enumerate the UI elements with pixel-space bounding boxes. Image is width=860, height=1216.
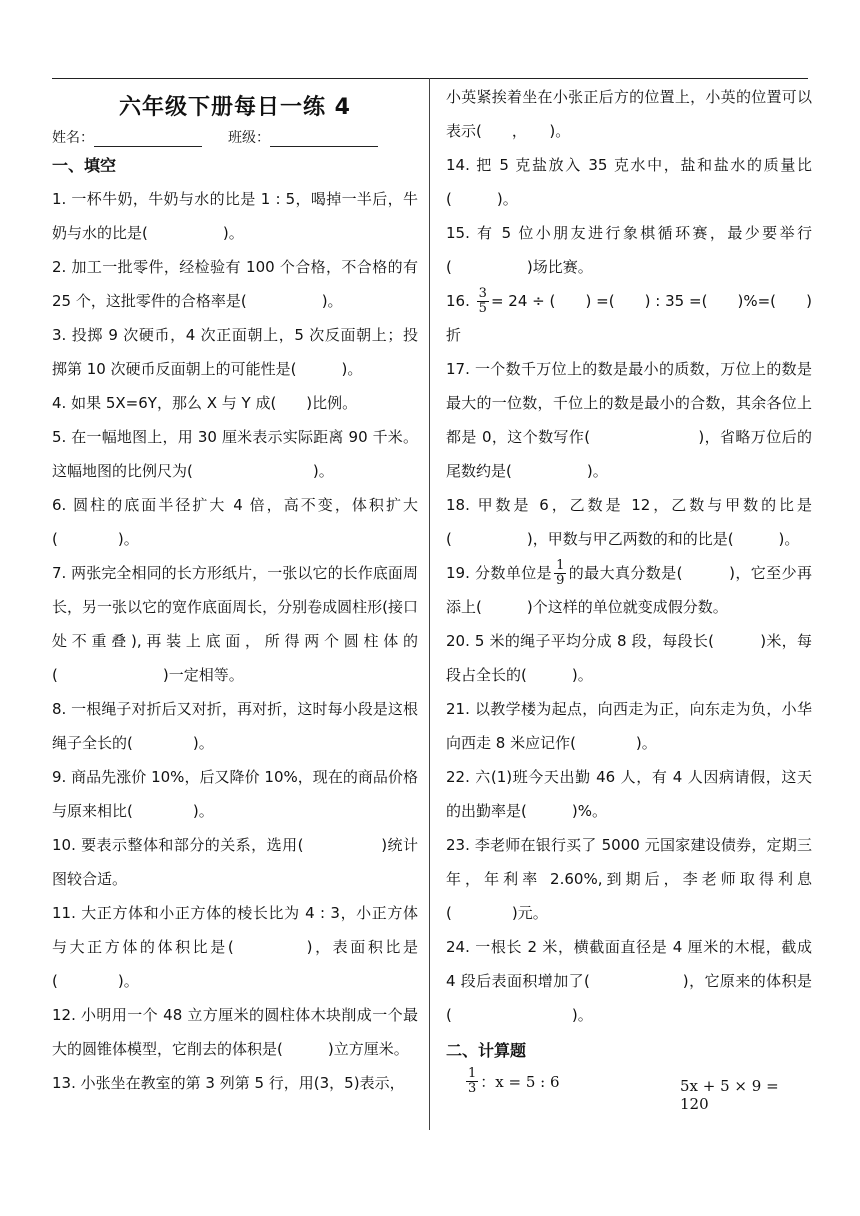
q16-frac-num: 3: [478, 286, 487, 301]
q19-frac-num: 1: [556, 558, 565, 573]
section-calculation: 二、计算题: [446, 1041, 527, 1060]
q16-fraction: [477, 287, 489, 316]
left-column: [52, 82, 418, 1100]
q19-rest: 的最大真分数是( )，它至少再添上( )个这样的单位就变成假分数。: [446, 564, 812, 616]
question-16: [446, 284, 812, 352]
question-1: 1. 一杯牛奶，牛奶与水的比是 1 : 5，喝掉一半后，牛奶与水的比是( )。: [52, 190, 418, 242]
calc-equation-1-rest: ：x = 5 : 6: [480, 1073, 560, 1091]
question-13-cont: 小英紧挨着坐在小张正后方的位置上，小英的位置可以表示( ， )。: [446, 88, 812, 140]
name-label: 姓名：: [52, 130, 94, 146]
question-17: 17. 一个数千万位上的数是最小的质数，万位上的数是最大的一位数，千位上的数是最小的合数，其余各位上都是 0，这个数写作( )，省略万位后的尾数约是( )。: [446, 360, 812, 480]
question-22: 22. 六(1)班今天出勤 46 人，有 4 人因病请假，这天的出勤率是( )%。: [446, 768, 812, 820]
class-label: 班级：: [228, 130, 270, 146]
right-column: [446, 80, 812, 1113]
question-18: 18. 甲数是 6，乙数是 12，乙数与甲数的比是( )，甲数与甲乙两数的和的比是( )。: [446, 496, 812, 548]
page-title: 六年级下册每日一练 4: [119, 95, 351, 120]
calc-frac-num: 1: [468, 1066, 477, 1081]
q16-frac-den: 5: [478, 301, 487, 316]
question-20: 20. 5 米的绳子平均分成 8 段，每段长( )米，每段占全长的( )。: [446, 632, 812, 684]
question-4: 4. 如果 5X=6Y，那么 X 与 Y 成( )比例。: [52, 394, 358, 412]
question-2: 2. 加工一批零件，经检验有 100 个合格，不合格的有 25 个，这批零件的合格率是( )。: [52, 258, 418, 310]
question-24: 24. 一根长 2 米，横截面直径是 4 厘米的木棍，截成 4 段后表面积增加了( )，它原来的体积是( )。: [446, 938, 812, 1024]
question-8: 8. 一根绳子对折后又对折，再对折，这时每小段是这根绳子全长的( )。: [52, 700, 418, 752]
question-6: 6. 圆柱的底面半径扩大 4 倍，高不变，体积扩大( )。: [52, 496, 418, 548]
question-10: 10. 要表示整体和部分的关系，选用( )统计图较合适。: [52, 836, 418, 888]
q19-prefix: 19. 分数单位是: [446, 564, 553, 582]
calc-row: [446, 1066, 812, 1113]
class-blank[interactable]: [270, 132, 378, 147]
top-rule: [52, 78, 808, 79]
question-9: 9. 商品先涨价 10%，后又降价 10%，现在的商品价格与原来相比( )。: [52, 768, 418, 820]
calc-fraction: [466, 1067, 478, 1096]
calc-frac-den: 3: [468, 1081, 477, 1096]
section-fill-blank: 一、填空: [52, 156, 117, 175]
question-14: 14. 把 5 克盐放入 35 克水中，盐和盐水的质量比( )。: [446, 156, 812, 208]
question-12: 12. 小明用一个 48 立方厘米的圆柱体木块削成一个最大的圆锥体模型，它削去的体积是( )立方厘米。: [52, 1006, 418, 1058]
name-class-line: [52, 127, 418, 147]
q19-frac-den: 9: [556, 573, 565, 588]
question-21: 21. 以教学楼为起点，向西走为正，向东走为负，小华向西走 8 米应记作( )。: [446, 700, 812, 752]
name-blank[interactable]: [94, 132, 202, 147]
question-11: 11. 大正方体和小正方体的棱长比为 4 : 3，小正方体与大正方体的体积比是( )，表面积比是( )。: [52, 904, 418, 990]
question-13: 13. 小张坐在教室的第 3 列第 5 行，用(3，5)表示，: [52, 1074, 405, 1092]
question-15: 15. 有 5 位小朋友进行象棋循环赛，最少要举行( )场比赛。: [446, 224, 812, 276]
question-23: 23. 李老师在银行买了 5000 元国家建设债券，定期三年，年利率 2.60%,到期后，李老师取得利息( )元。: [446, 836, 812, 922]
q16-prefix: 16.: [446, 292, 470, 310]
question-7: 7. 两张完全相同的长方形纸片，一张以它的长作底面周长，另一张以它的宽作底面周长，分别卷成圆柱形(接口处不重叠),再装上底面，所得两个圆柱体的( )一定相等。: [52, 564, 418, 684]
calc-equation-1: [464, 1067, 560, 1096]
q16-rest: = 24 ÷ ( ) =( ) : 35 =( )%=( )折: [446, 292, 812, 344]
question-3: 3. 投掷 9 次硬币，4 次正面朝上，5 次反面朝上；投掷第 10 次硬币反面朝上的可能性是( )。: [52, 326, 418, 378]
q19-fraction: [554, 559, 566, 588]
calc-equation-2: 5x + 5 × 9 = 120: [680, 1077, 779, 1113]
question-19: [446, 556, 812, 624]
column-divider: [429, 78, 430, 1130]
question-5: 5. 在一幅地图上，用 30 厘米表示实际距离 90 千米。这幅地图的比例尺为( )。: [52, 428, 418, 480]
